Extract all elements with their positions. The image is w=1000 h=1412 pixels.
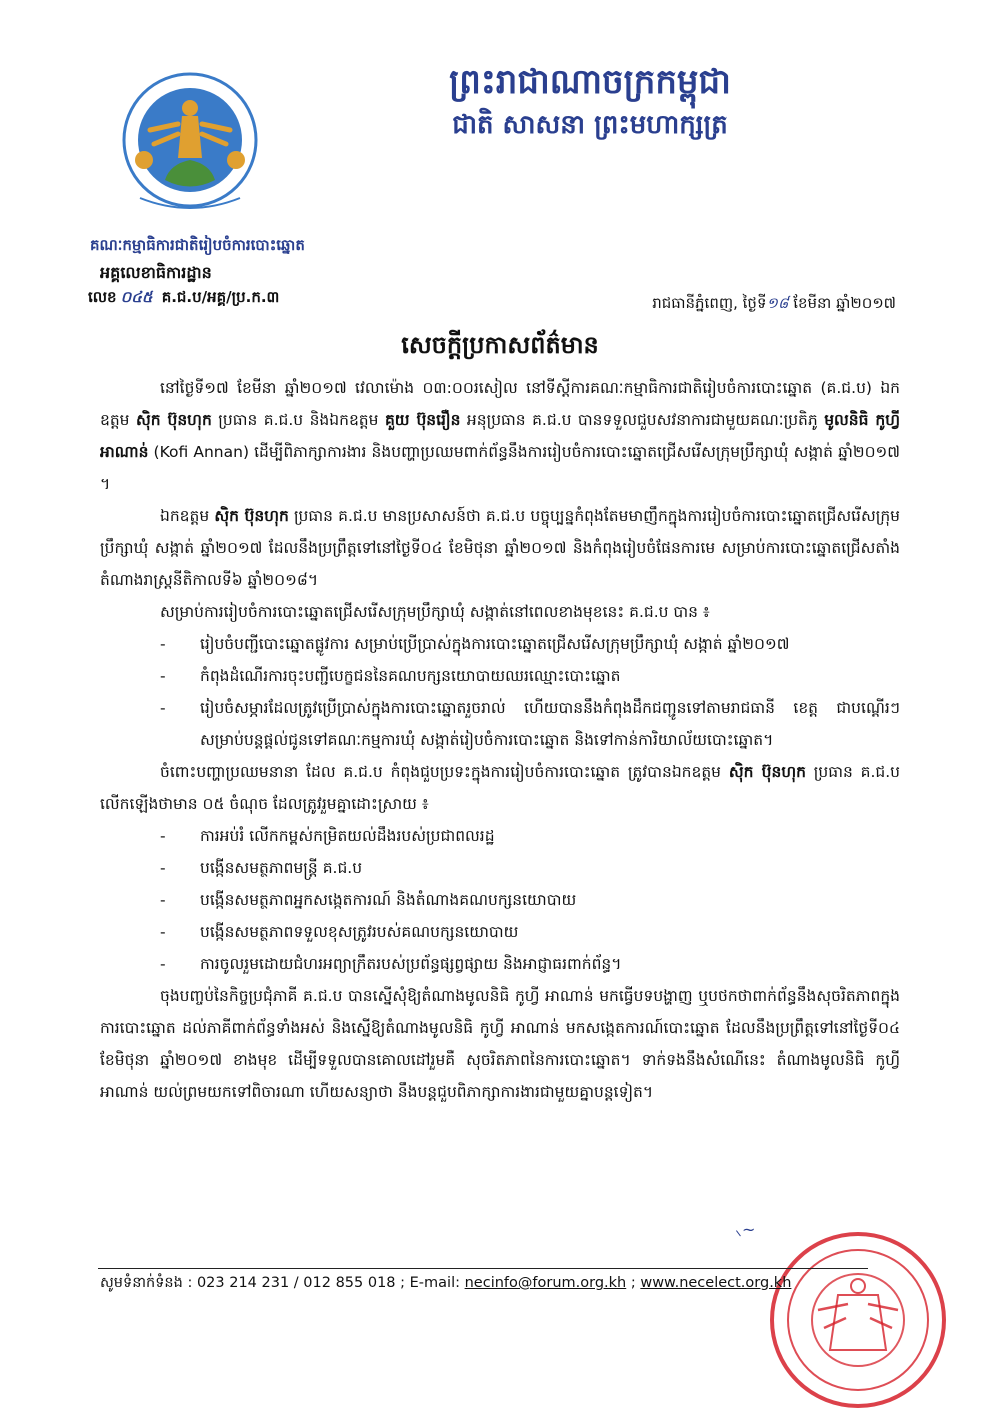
p2-name: ស៊ិក ប៊ុនហុក: [214, 507, 289, 525]
ref-number: ០៤៥: [120, 288, 153, 306]
date-suffix: ខែមីនា ឆ្នាំ២០១៧: [788, 294, 896, 312]
list-item: - ការចូលរួមដោយជំហរអព្យាក្រឹតរបស់ប្រព័ន្ធផ្សព្វផ្សាយ និងអាជ្ញាធរពាក់ព័ន្ធ។: [160, 948, 900, 980]
email-link[interactable]: necinfo@forum.org.kh: [464, 1275, 627, 1291]
document-title: សេចក្តីប្រកាសព័ត៌មាន: [401, 331, 599, 359]
paragraph-3: សម្រាប់ការរៀបចំការបោះឆ្នោតជ្រើសរើសក្រុមប្រឹក្សាឃុំ សង្កាត់នៅពេលខាងមុខនេះ គ.ជ.ប បាន ៖: [160, 603, 710, 621]
nec-emblem-icon: [120, 68, 260, 218]
date-line: [652, 294, 896, 316]
p2-text-b: ប្រធាន គ.ជ.ប មានប្រសាសន៍ថា គ.ជ.ប បច្ចុប្បន្នកំពុងតែមមាញឹកក្នុងការរៀបចំការបោះឆ្នោតជ្រើសរើសក្រុមប្រឹក្សាឃុំ សង្កាត់ ឆ្នាំ២០១៧ ដែលនឹងប្រព្រឹត្តទៅនៅថ្ងៃទី០៤ ខែមិថុនា ឆ្នាំ២០១៧ និងកំពុងរៀបចំផែនការមេ សម្រាប់ការបោះឆ្នោតជ្រើសតាំងតំណាងរាស្ត្រនីតិកាលទី៦ ឆ្នាំ២០១៨។: [100, 507, 900, 589]
handwritten-initials: ⸜~: [734, 1220, 756, 1239]
list-item: - រៀបចំបញ្ជីបោះឆ្នោតផ្លូវការ សម្រាប់ប្រើប្រាស់ក្នុងការបោះឆ្នោតជ្រើសរើសក្រុមប្រឹក្សាឃុំ សង្កាត់ ឆ្នាំ២០១៧: [160, 628, 900, 660]
national-motto: ជាតិ សាសនា ព្រះមហាក្សត្រ: [452, 110, 728, 140]
p4-name: ស៊ិក ប៊ុនហុក: [728, 763, 806, 781]
document-body: [100, 372, 900, 1108]
ref-prefix: លេខ: [88, 288, 117, 306]
reference-number: [88, 288, 279, 310]
p2-text-a: ឯកឧត្តម: [160, 507, 215, 525]
website-link[interactable]: www.necelect.org.kh: [640, 1275, 792, 1291]
list-item: - បង្កើនសមត្ថភាពមន្ត្រី គ.ជ.ប: [160, 852, 900, 884]
p1-text-a: នៅថ្ងៃទី១៧ ខែមីនា ឆ្នាំ២០១៧ វេលាម៉ោង ០៣:០០រសៀល នៅទីស្តីការគណៈកម្មាធិការជាតិរៀបចំការបោះឆ្នោត (គ.ជ.ប) ឯកឧត្តម: [100, 379, 900, 429]
paragraph-4: [100, 756, 900, 820]
footer-separator: ;: [626, 1275, 641, 1291]
date-prefix: រាជធានីភ្នំពេញ, ថ្ងៃទី: [652, 294, 767, 312]
p1-text-b: ប្រធាន គ.ជ.ប និងឯកឧត្តម: [211, 411, 385, 429]
footer-divider: [98, 1268, 868, 1269]
list-item: - កំពុងដំណើរការចុះបញ្ជីបេក្ខជននៃគណបក្សនយោបាយឈរឈ្មោះបោះឆ្នោត: [160, 660, 900, 692]
p4-text-b: ប្រធាន គ.ជ.ប លើកឡើងថាមាន ០៥ ចំណុច ដែលត្រូវរួមគ្នាដោះស្រាយ ៖: [100, 763, 900, 813]
committee-name: គណៈកម្មាធិការជាតិរៀបចំការបោះឆ្នោត: [90, 236, 305, 254]
ref-suffix: គ.ជ.ប/អគ្គ/ប្រ.ក.៣: [161, 288, 280, 306]
list-item: - បង្កើនសមត្ថភាពទទួលខុសត្រូវរបស់គណបក្សនយោបាយ: [160, 916, 900, 948]
list-item: - រៀបចំសម្ភារដែលត្រូវប្រើប្រាស់ក្នុងការបោះឆ្នោតរួចរាល់ ហើយបាននឹងកំពុងដឹកជញ្ជូនទៅតាមរាជធានី ខេត្ត ជាបណ្តើរៗសម្រាប់បន្តផ្តល់ជូនទៅគណៈកម្មការឃុំ សង្កាត់រៀបចំការបោះឆ្នោត និងទៅកាន់ការិយាល័យបោះឆ្នោត។: [160, 692, 900, 756]
activities-list: [100, 628, 900, 756]
footer-contact: [100, 1274, 791, 1295]
paragraph-1: [100, 372, 900, 500]
list-item: - បង្កើនសមត្ថភាពអ្នកសង្កេតការណ៍ និងតំណាងគណបក្សនយោបាយ: [160, 884, 900, 916]
paragraph-2: [100, 500, 900, 596]
official-seal-icon: [728, 1200, 958, 1410]
date-day: ១៨: [766, 294, 789, 312]
p4-text-a: ចំពោះបញ្ហាប្រឈមនានា ដែល គ.ជ.ប កំពុងជួបប្រទះក្នុងការរៀបចំការបោះឆ្នោត ត្រូវបានឯកឧត្តម: [160, 763, 729, 781]
secretariat-name: អគ្គលេខាធិការដ្ឋាន: [100, 263, 212, 282]
kingdom-title: ព្រះរាជាណាចក្រកម្ពុជា: [449, 62, 731, 102]
p1-name-3: មូលនិធិ កូហ្វី អាណាន់: [100, 411, 900, 461]
paragraph-5: ចុងបញ្ចប់នៃកិច្ចប្រជុំភាគី គ.ជ.ប បានស្នើសុំឱ្យតំណាងមូលនិធិ កូហ្វី អាណាន់ មកធ្វើបទបង្ហាញ ឬបថកថាពាក់ព័ន្ធនឹងសុចរិតភាពក្នុងការបោះឆ្នោត ដល់ភាគីពាក់ព័ន្ធទាំងអស់ និងស្នើឱ្យតំណាងមូលនិធិ កូហ្វី អាណាន់ មកសង្កេតការណ៍បោះឆ្នោត ដែលនឹងប្រព្រឹត្តទៅនៅថ្ងៃទី០៤ ខែមិថុនា ឆ្នាំ២០១៧ ខាងមុខ ដើម្បីទទួលបានគោលដៅរួមគឺ សុចរិតភាពនៃការបោះឆ្នោត។ ទាក់ទងនឹងសំណើនេះ តំណាងមូលនិធិ កូហ្វី អាណាន់ យល់ព្រមយកទៅពិចារណា ហើយសន្យាថា នឹងបន្តជួបពិភាក្សាការងារជាមួយគ្នាបន្តទៀត។: [100, 987, 900, 1101]
p1-text-d: (Kofi Annan) ដើម្បីពិភាក្សាការងារ និងបញ្ហាប្រឈមពាក់ព័ន្ធនឹងការរៀបចំការបោះឆ្នោតជ្រើសរើសក្រុមប្រឹក្សាឃុំ សង្កាត់ ឆ្នាំ២០១៧ ។: [100, 443, 900, 493]
list-item: - ការអប់រំ លើកកម្ពស់កម្រិតយល់ដឹងរបស់ប្រជាពលរដ្ឋ: [160, 820, 900, 852]
challenges-list: [100, 820, 900, 980]
p1-name-1: ស៊ិក ប៊ុនហុក: [135, 411, 212, 429]
p1-text-c: អនុប្រធាន គ.ជ.ប បានទទួលជួបសវនាការជាមួយគណៈប្រតិភូ: [460, 411, 825, 429]
p1-name-2: គួយ ប៊ុនរឿន: [384, 411, 461, 429]
contact-label: សូមទំនាក់ទំនង : 023 214 231 / 012 855 018 ; E-mail:: [100, 1275, 465, 1291]
